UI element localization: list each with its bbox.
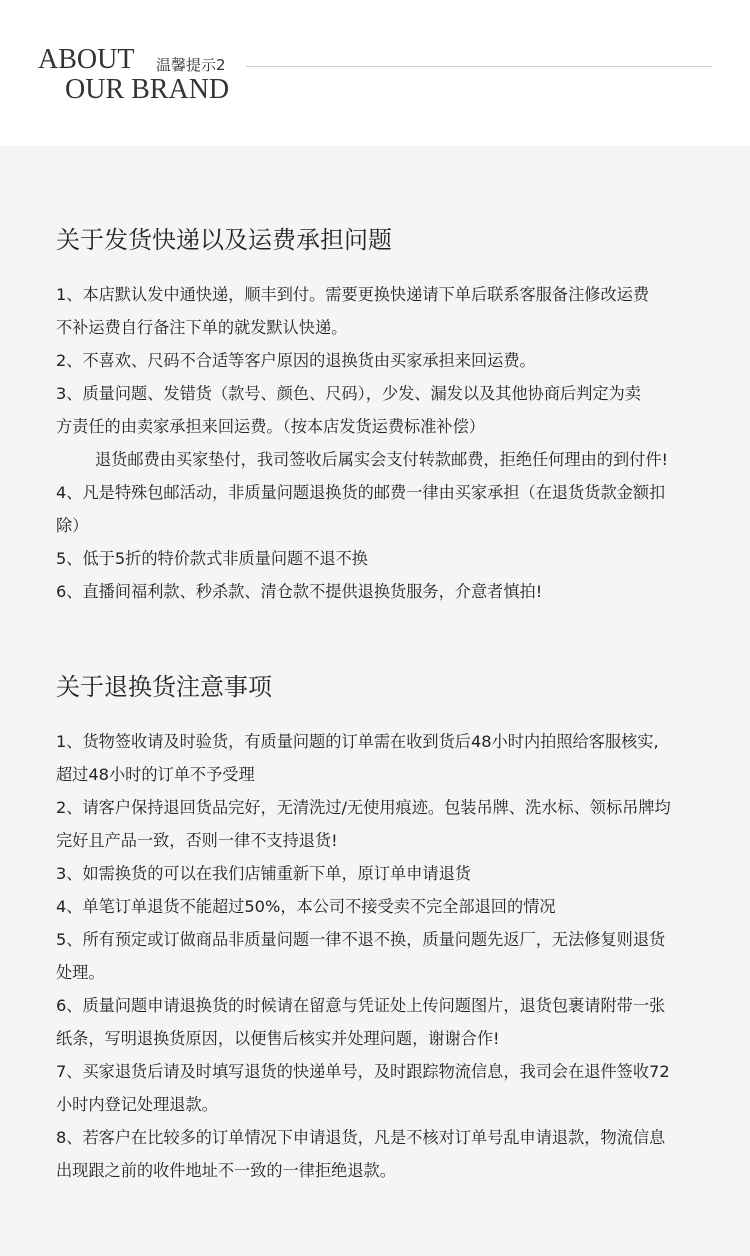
section-title-returns: 关于退换货注意事项 [56, 673, 272, 701]
returns-policy-text [56, 725, 716, 1187]
text-line: 1、货物签收请及时验货，有质量问题的订单需在收到货后48小时内拍照给客服核实, [56, 732, 659, 751]
text-line: 除） [56, 516, 89, 535]
text-line: 3、质量问题、发错货（款号、颜色、尺码），少发、漏发以及其他协商后判定为卖 [56, 384, 641, 403]
section-title-shipping: 关于发货快递以及运费承担问题 [56, 226, 392, 254]
text-line: 4、单笔订单退货不能超过50%，本公司不接受卖不完全部退回的情况 [56, 897, 556, 916]
text-line: 不补运费自行备注下单的就发默认快递。 [56, 318, 348, 337]
text-line: 8、若客户在比较多的订单情况下申请退货，凡是不核对订单号乱申请退款，物流信息 [56, 1128, 666, 1147]
text-line: 完好且产品一致，否则一律不支持退货! [56, 831, 338, 850]
brand-line-1: ABOUT [38, 44, 135, 75]
text-line: 6、直播间福利款、秒杀款、清仓款不提供退换货服务，介意者慎拍! [56, 582, 543, 601]
text-line: 超过48小时的订单不予受理 [56, 765, 255, 784]
text-line: 7、买家退货后请及时填写退货的快递单号，及时跟踪物流信息，我司会在退件签收72 [56, 1062, 670, 1081]
brand-line-2: OUR BRAND [65, 74, 230, 105]
text-line: 3、如需换货的可以在我们店铺重新下单，原订单申请退货 [56, 864, 471, 883]
text-line: 处理。 [56, 963, 105, 982]
text-line: 1、本店默认发中通快递，顺丰到付。需要更换快递请下单后联系客服备注修改运费 [56, 285, 650, 304]
shipping-policy-text [56, 278, 716, 608]
tip-label: 温馨提示2 [156, 56, 226, 74]
text-line: 退货邮费由买家垫付，我司签收后属实会支付转款邮费，拒绝任何理由的到付件! [95, 450, 669, 469]
text-line: 6、质量问题申请退换货的时候请在留意与凭证处上传问题图片，退货包裹请附带一张 [56, 996, 666, 1015]
header-divider [246, 66, 712, 67]
text-line: 小时内登记处理退款。 [56, 1095, 218, 1114]
text-line: 5、所有预定或订做商品非质量问题一律不退不换，质量问题先返厂，无法修复则退货 [56, 930, 666, 949]
text-line: 方责任的由卖家承担来回运费。（按本店发货运费标准补偿） [56, 417, 485, 436]
text-line: 2、不喜欢、尺码不合适等客户原因的退换货由买家承担来回运费。 [56, 351, 536, 370]
text-line: 纸条，写明退换货原因，以便售后核实并处理问题，谢谢合作! [56, 1029, 500, 1048]
text-line: 出现跟之前的收件地址不一致的一律拒绝退款。 [56, 1161, 396, 1180]
text-line: 5、低于5折的特价款式非质量问题不退不换 [56, 549, 368, 568]
header [0, 0, 750, 146]
text-line: 2、请客户保持退回货品完好，无清洗过/无使用痕迹。包装吊牌、洗水标、领标吊牌均 [56, 798, 671, 817]
text-line: 4、凡是特殊包邮活动，非质量问题退换货的邮费一律由买家承担（在退货货款金额扣 [56, 483, 666, 502]
